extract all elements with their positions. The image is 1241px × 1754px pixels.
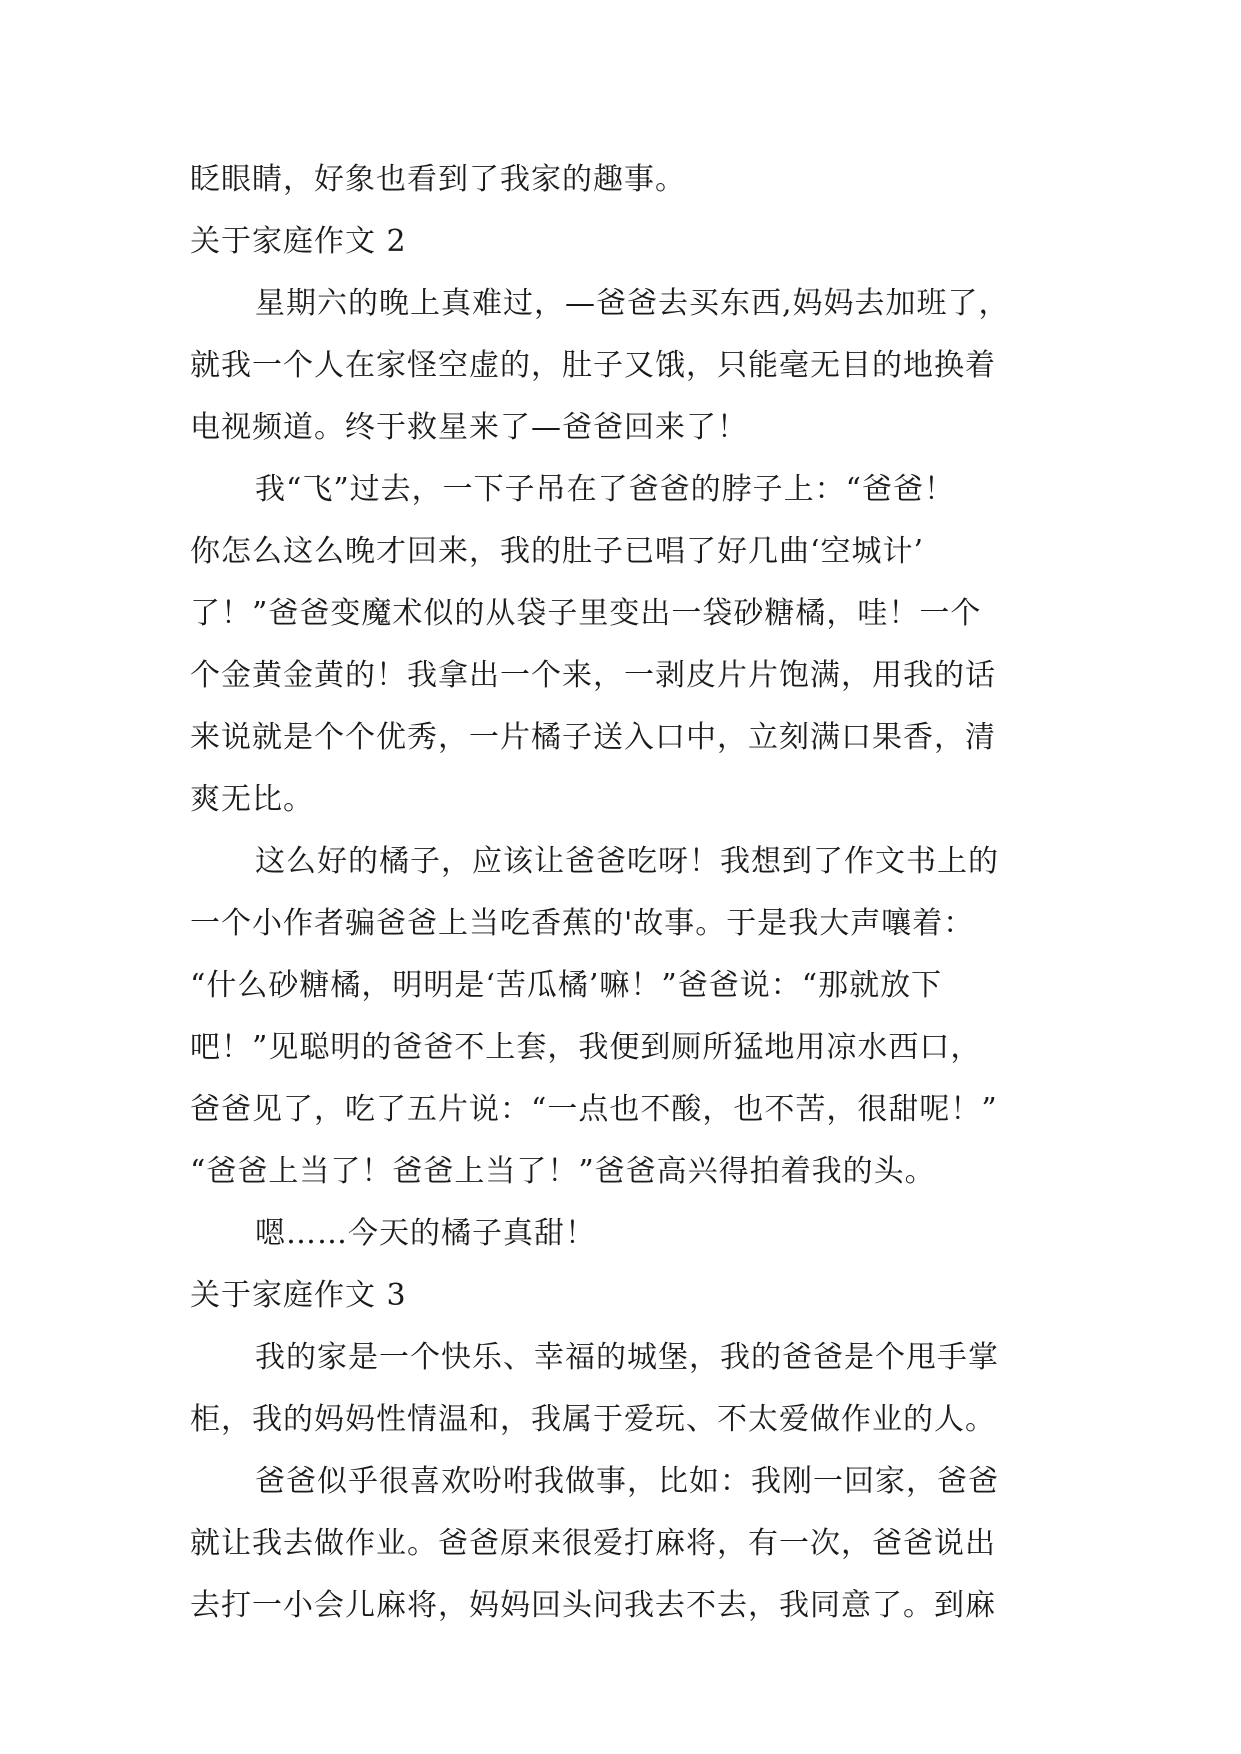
section-heading: 关于家庭作文 2 xyxy=(190,224,407,259)
section-heading: 关于家庭作文 3 xyxy=(190,1278,407,1313)
text-line: 就我一个人在家怪空虚的，肚子又饿，只能毫无目的地换着 xyxy=(190,348,996,383)
text-line: “什么砂糖橘，明明是‘苦瓜橘’嘛！”爸爸说：“那就放下 xyxy=(190,968,943,1003)
text-line: 就让我去做作业。爸爸原来很爱打麻将，有一次，爸爸说出 xyxy=(190,1526,996,1561)
text-line: 爽无比。 xyxy=(190,782,314,817)
text-line: 柜，我的妈妈性情温和，我属于爱玩、不太爱做作业的人。 xyxy=(190,1402,996,1437)
text-line: 这么好的橘子，应该让爸爸吃呀！我想到了作文书上的 xyxy=(255,844,999,879)
text-line: 嗯……今天的橘子真甜！ xyxy=(255,1216,596,1251)
text-line: 星期六的晚上真难过，—爸爸去买东西,妈妈去加班了， xyxy=(255,286,1010,321)
text-line: 了！”爸爸变魔术似的从袋子里变出一袋砂糖橘，哇！一个 xyxy=(190,596,982,631)
text-line: 吧！”见聪明的爸爸不上套，我便到厕所猛地用凉水西口， xyxy=(190,1030,982,1065)
text-line: 我“飞”过去，一下子吊在了爸爸的脖子上：“爸爸！ xyxy=(255,472,956,507)
text-line: 我的家是一个快乐、幸福的城堡，我的爸爸是个甩手掌 xyxy=(255,1340,999,1375)
text-line: 个金黄金黄的！我拿出一个来，一剥皮片片饱满，用我的话 xyxy=(190,658,996,693)
text-line: 爸爸似乎很喜欢吩咐我做事，比如：我刚一回家，爸爸 xyxy=(255,1464,999,1499)
text-line: 爸爸见了，吃了五片说：“一点也不酸，也不苦，很甜呢！” xyxy=(190,1092,998,1127)
text-line: 来说就是个个优秀，一片橘子送入口中，立刻满口果香，清 xyxy=(190,720,996,755)
text-line: 眨眼睛，好象也看到了我家的趣事。 xyxy=(190,162,686,197)
text-line: 电视频道。终于救星来了—爸爸回来了！ xyxy=(190,410,748,445)
text-line: 你怎么这么晚才回来，我的肚子已唱了好几曲‘空城计’ xyxy=(190,534,925,569)
text-line: 去打一小会儿麻将，妈妈回头问我去不去，我同意了。到麻 xyxy=(190,1588,996,1623)
text-line: 一个小作者骗爸爸上当吃香蕉的'故事。于是我大声嚷着： xyxy=(190,906,975,941)
text-line: “爸爸上当了！爸爸上当了！”爸爸高兴得拍着我的头。 xyxy=(190,1154,936,1189)
